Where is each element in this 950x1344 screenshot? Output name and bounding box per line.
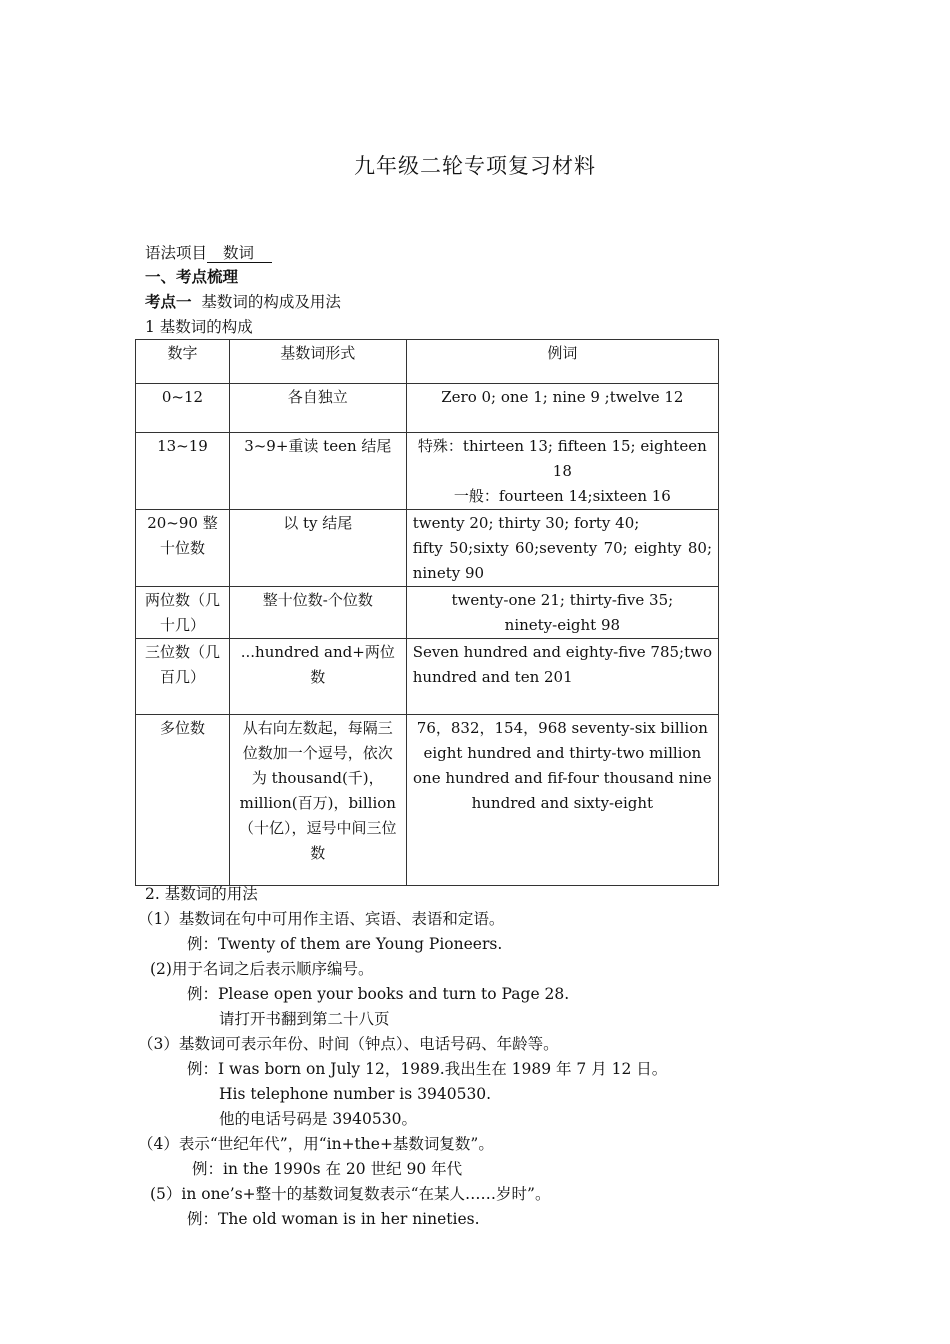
table-row	[136, 433, 719, 510]
usage-example: His telephone number is 3940530.	[219, 1085, 492, 1103]
example-line: hundred and ten 201	[412, 668, 573, 686]
table-cell: 13~19	[136, 433, 230, 510]
subheading-usage: 2. 基数词的用法	[145, 885, 258, 903]
table-header: 数字	[136, 340, 230, 384]
table-cell: ...hundred and+两位数	[229, 639, 406, 715]
grammar-topic: 数词	[207, 244, 272, 263]
example-line: 特殊：thirteen 13; fifteen 15; eighteen 18	[417, 437, 707, 480]
table-cell: 整十位数-个位数	[229, 587, 406, 639]
example-line: twenty-one 21; thirty-five 35;	[451, 591, 674, 609]
grammar-label: 语法项目	[145, 244, 208, 262]
subheading-composition: 1 基数词的构成	[145, 318, 253, 336]
section-heading: 一、考点梳理	[145, 267, 239, 286]
table-row	[136, 639, 719, 715]
example-line: 一般：fourteen 14;sixteen 16	[453, 487, 671, 505]
table-cell: 20~90 整十位数	[136, 510, 230, 587]
usage-example: 例：I was born on July 12，1989.我出生在 1989 年 7 月 12 日。	[187, 1060, 668, 1078]
table-cell	[406, 587, 718, 639]
table-header: 例词	[406, 340, 718, 384]
table-cell: 两位数（几十几）	[136, 587, 230, 639]
table-cell: 各自独立	[229, 384, 406, 433]
usage-rule: （3）基数词可表示年份、时间（钟点）、电话号码、年龄等。	[138, 1035, 559, 1053]
table-cell: 三位数（几百几）	[136, 639, 230, 715]
page-title: 九年级二轮专项复习材料	[354, 154, 596, 178]
example-line: fifty 50;sixty 60;seventy 70; eighty 80;	[412, 539, 712, 557]
table-row	[136, 715, 719, 886]
usage-translation: 他的电话号码是 3940530。	[219, 1110, 417, 1128]
usage-example: 例：in the 1990s 在 20 世纪 90 年代	[192, 1160, 463, 1178]
table-cell: 76，832，154，968 seventy-six billion eight hundred and thirty-two million one hundred and fif-four thousand nine hundred and sixty-eight	[406, 715, 718, 886]
usage-example: 例：Twenty of them are Young Pioneers.	[187, 935, 503, 953]
table-cell	[406, 433, 718, 510]
example-line: ninety-eight 98	[504, 616, 621, 634]
usage-translation: 请打开书翻到第二十八页	[219, 1010, 390, 1028]
usage-rule: （1）基数词在句中可用作主语、宾语、表语和定语。	[138, 910, 505, 928]
table-cell: 3~9+重读 teen 结尾	[229, 433, 406, 510]
table-header: 基数词形式	[229, 340, 406, 384]
usage-example: 例：The old woman is in her nineties.	[187, 1210, 480, 1228]
table-cell: Zero 0; one 1; nine 9 ;twelve 12	[406, 384, 718, 433]
table-header-row	[136, 340, 719, 384]
usage-rule: (2)用于名词之后表示顺序编号。	[150, 960, 374, 978]
kaodian-line	[145, 292, 341, 312]
table-cell: 以 ty 结尾	[229, 510, 406, 587]
kaodian-label: 考点一	[145, 292, 192, 311]
usage-example: 例：Please open your books and turn to Page 28.	[187, 985, 570, 1003]
table-cell	[406, 510, 718, 587]
table-cell: 0~12	[136, 384, 230, 433]
usage-rule: （4）表示“世纪年代”，用“in+the+基数词复数”。	[138, 1135, 494, 1153]
table-row	[136, 587, 719, 639]
table-row	[136, 384, 719, 433]
example-line: Seven hundred and eighty-five 785;two	[412, 643, 712, 661]
table-cell: 多位数	[136, 715, 230, 886]
usage-rule: (5）in one’s+整十的基数词复数表示“在某人……岁时”。	[150, 1185, 551, 1203]
table-cell	[406, 639, 718, 715]
grammar-topic-line	[145, 243, 272, 263]
table-row	[136, 510, 719, 587]
kaodian-text: 基数词的构成及用法	[201, 293, 341, 311]
example-line: twenty 20; thirty 30; forty 40;	[412, 514, 640, 532]
cardinal-table	[135, 339, 719, 886]
example-line: ninety 90	[412, 564, 485, 582]
table-cell: 从右向左数起，每隔三位数加一个逗号，依次为 thousand(千)，million(百万)，billion（十亿），逗号中间三位数	[229, 715, 406, 886]
